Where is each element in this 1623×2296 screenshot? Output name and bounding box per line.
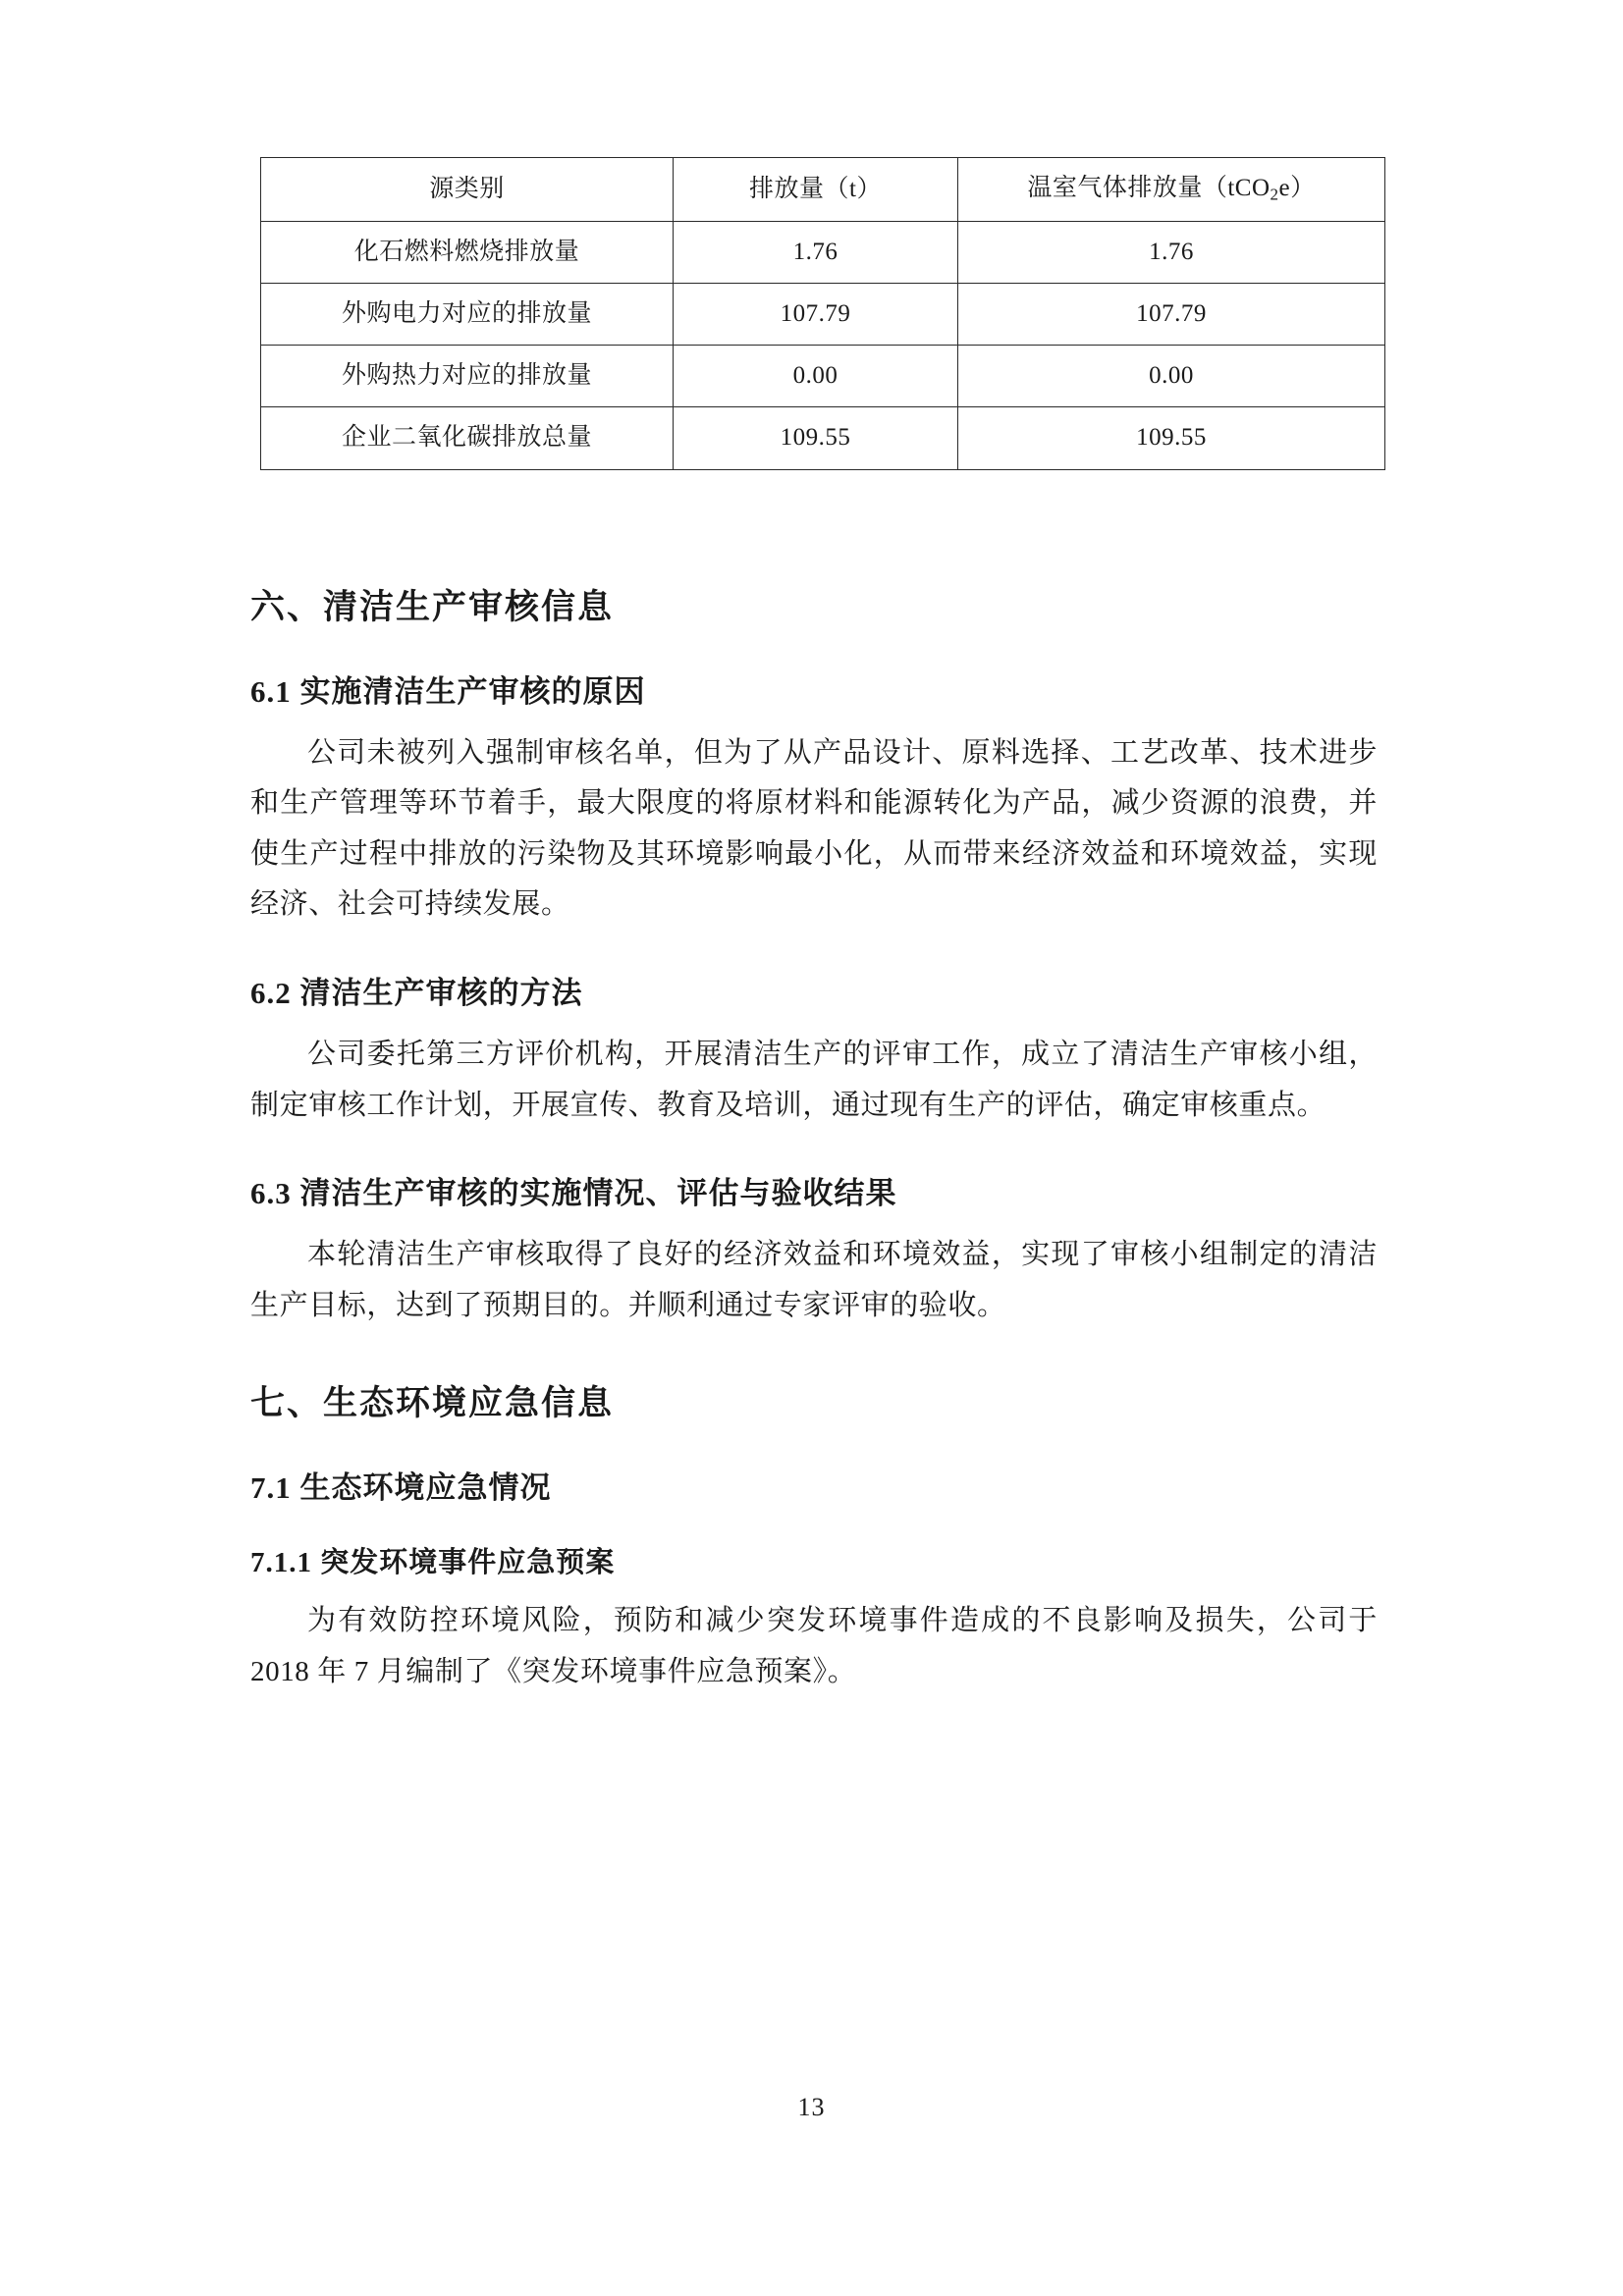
cell-emission: 109.55 bbox=[674, 407, 958, 469]
section-heading-6-2: 6.2 清洁生产审核的方法 bbox=[250, 975, 583, 1010]
page-number: 13 bbox=[797, 2093, 826, 2121]
cell-ghg: 107.79 bbox=[958, 283, 1385, 345]
table-row bbox=[261, 283, 1385, 345]
emissions-table bbox=[260, 157, 1385, 470]
cell-source: 化石燃料燃烧排放量 bbox=[261, 221, 674, 283]
section-body-7-1-1: 为有效防控环境风险，预防和减少突发环境事件造成的不良影响及损失，公司于 2018 年 7 月编制了《突发环境事件应急预案》。 bbox=[250, 1605, 1378, 1687]
table-row bbox=[261, 346, 1385, 407]
table-header-ghg: 温室气体排放量（tCO$_2$e） bbox=[958, 158, 1385, 222]
cell-ghg: 109.55 bbox=[958, 407, 1385, 469]
section-body-6-1: 公司未被列入强制审核名单，但为了从产品设计、原料选择、工艺改革、技术进步和生产管理等环节着手，最大限度的将原材料和能源转化为产品，减少资源的浪费，并使生产过程中排放的污染物及其环境影响最小化，从而带来经济效益和环境效益，实现经济、社会可持续发展。 bbox=[250, 736, 1378, 921]
table-row bbox=[261, 221, 1385, 283]
section-heading-7-1-1: 7.1.1 突发环境事件应急预案 bbox=[250, 1547, 616, 1579]
section-heading-6-3: 6.3 清洁生产审核的实施情况、评估与验收结果 bbox=[250, 1176, 897, 1211]
cell-ghg: 0.00 bbox=[958, 346, 1385, 407]
section-heading-7-1: 7.1 生态环境应急情况 bbox=[250, 1470, 552, 1506]
cell-source: 外购热力对应的排放量 bbox=[261, 346, 674, 407]
cell-source: 外购电力对应的排放量 bbox=[261, 283, 674, 345]
table-header-source: 源类别 bbox=[261, 158, 674, 222]
section-heading-seven: 七、生态环境应急信息 bbox=[250, 1384, 615, 1423]
cell-emission: 107.79 bbox=[674, 283, 958, 345]
section-body-6-3: 本轮清洁生产审核取得了良好的经济效益和环境效益，实现了审核小组制定的清洁生产目标，达到了预期目的。并顺利通过专家评审的验收。 bbox=[250, 1239, 1378, 1321]
table-row bbox=[261, 407, 1385, 469]
section-body-6-2: 公司委托第三方评价机构，开展清洁生产的评审工作，成立了清洁生产审核小组，制定审核工作计划，开展宣传、教育及培训，通过现有生产的评估，确定审核重点。 bbox=[250, 1038, 1378, 1121]
table-header-emission: 排放量（t） bbox=[674, 158, 958, 222]
section-heading-six: 六、清洁生产审核信息 bbox=[250, 587, 615, 626]
section-heading-6-1: 6.1 实施清洁生产审核的原因 bbox=[250, 673, 646, 709]
cell-source: 企业二氧化碳排放总量 bbox=[261, 407, 674, 469]
cell-emission: 1.76 bbox=[674, 221, 958, 283]
cell-ghg: 1.76 bbox=[958, 221, 1385, 283]
cell-emission: 0.00 bbox=[674, 346, 958, 407]
table-header-row bbox=[261, 158, 1385, 222]
